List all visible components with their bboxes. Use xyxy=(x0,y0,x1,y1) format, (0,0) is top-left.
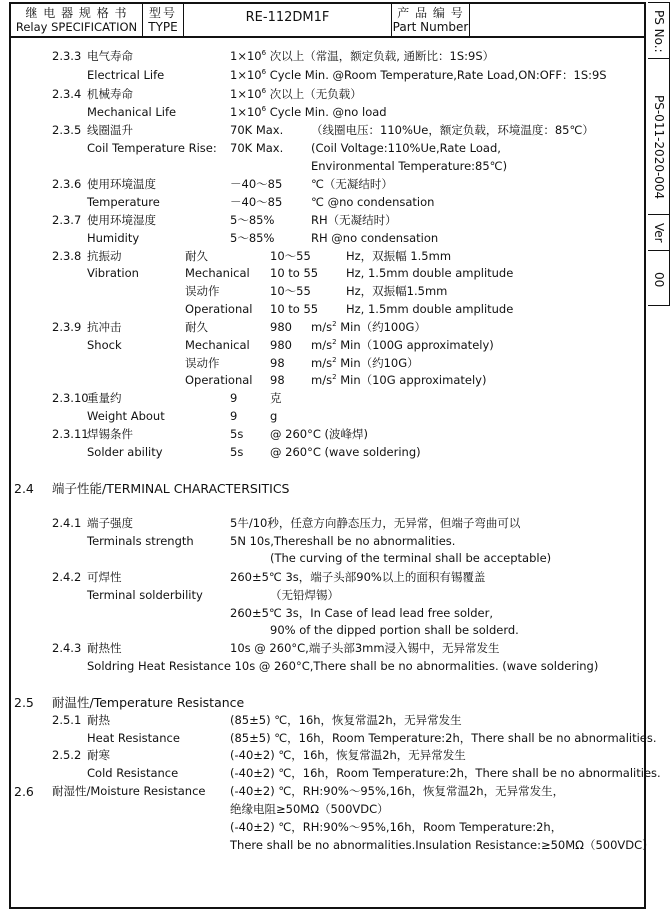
spec-line-text: 1×10 xyxy=(230,105,262,119)
side-divider-3 xyxy=(648,250,670,251)
spec-line: 使用环境温度 xyxy=(87,177,156,191)
spec-line: 2.4.2 xyxy=(52,570,82,584)
spec-line: 5～85% xyxy=(230,213,275,227)
spec-line: 耐温性/Temperature Resistance xyxy=(52,695,245,710)
spec-line xyxy=(311,373,486,387)
spec-line: There shall be no abnormalities.Insulation Resistance:≥50MΩ（500VDC） xyxy=(230,838,654,852)
spec-line: 误动作 xyxy=(185,356,220,370)
spec-line: 耐湿性/Moisture Resistance xyxy=(52,784,206,798)
spec-line: Hz，双振幅 1.5mm xyxy=(346,249,452,263)
spec-line: －40～85 xyxy=(230,177,283,191)
spec-line: 2.3.5 xyxy=(52,123,82,137)
spec-line-text: 次以上（无负载） xyxy=(266,87,362,101)
spec-line-text: 次以上（常温，额定负载, 通断比：1S:9S） xyxy=(266,49,495,63)
spec-line: 端子性能/TERMINAL CHARACTERSITICS xyxy=(52,481,290,496)
spec-line: 2.3.11 xyxy=(52,427,89,441)
spec-line: Cold Resistance xyxy=(87,766,179,780)
spec-line: Mechanical xyxy=(185,266,250,280)
spec-line: 9 xyxy=(230,409,238,423)
spec-line: Mechanical Life xyxy=(87,105,177,119)
spec-line: (The curving of the terminal shall be acceptable) xyxy=(270,551,552,565)
spec-line: Operational xyxy=(185,373,253,387)
spec-line: Hz，双振幅1.5mm xyxy=(346,284,448,298)
spec-line: (85±5) ℃，16h，恢复常温2h，无异常发生 xyxy=(230,713,462,727)
spec-line: 2.3.9 xyxy=(52,320,82,334)
side-divider-2 xyxy=(648,214,670,215)
spec-line: g xyxy=(270,409,278,423)
spec-line: 机械寿命 xyxy=(87,87,133,101)
spec-line: 2.3.3 xyxy=(52,49,82,63)
spec-line: ℃（无凝结时） xyxy=(311,177,393,191)
spec-line-text: m/s xyxy=(311,356,333,370)
spec-line: 电气寿命 xyxy=(87,49,133,63)
spec-line: 2.4.3 xyxy=(52,641,82,655)
spec-line: Temperature xyxy=(87,195,160,209)
spec-line: 端子强度 xyxy=(87,516,133,530)
spec-line: 抗振动 xyxy=(87,249,122,263)
spec-line xyxy=(230,105,387,119)
spec-line-text: Cycle Min. @Room Temperature,Rate Load,ON:OFF：1S:9S xyxy=(266,68,607,82)
spec-line: 线圈温升 xyxy=(87,123,133,137)
spec-line: Operational xyxy=(185,302,253,316)
spec-line: Terminal solderbility xyxy=(87,588,203,602)
spec-line: 5s xyxy=(230,427,244,441)
spec-line-text: 1×10 xyxy=(230,68,262,82)
spec-line: Weight About xyxy=(87,409,165,423)
spec-line: (-40±2) ℃，16h，Room Temperature:2h，There shall be no abnormalities. xyxy=(230,766,661,780)
spec-line: 9 xyxy=(230,391,238,405)
spec-title-cn: 继 电 器 规 格 书 xyxy=(25,6,128,20)
spec-line: (Coil Voltage:110%Ue,Rate Load, xyxy=(311,141,501,155)
spec-line: 70K Max. xyxy=(230,123,284,137)
spec-line xyxy=(311,338,494,352)
side-divider-1 xyxy=(648,58,670,59)
spec-line: 2.5.1 xyxy=(52,713,82,727)
superscript: 2 xyxy=(332,373,337,381)
spec-line-text: 1×10 xyxy=(230,49,262,63)
spec-line: Hz, 1.5mm double amplitude xyxy=(346,302,514,316)
spec-line: 98 xyxy=(270,356,285,370)
model-number: RE-112DM1F xyxy=(245,10,330,25)
spec-line: (85±5) ℃，16h，Room Temperature:2h，There shall be no abnormalities. xyxy=(230,731,657,745)
spec-line: 5s xyxy=(230,445,244,459)
spec-line: 980 xyxy=(270,320,292,334)
spec-line: 2.5.2 xyxy=(52,748,82,762)
superscript: 2 xyxy=(332,338,337,346)
ps-no-label: PS No.: xyxy=(652,9,666,53)
spec-line: 耐久 xyxy=(185,249,208,263)
header-divider-4 xyxy=(469,2,470,37)
spec-line: 2.3.8 xyxy=(52,249,82,263)
spec-line-text: 1×10 xyxy=(230,87,262,101)
spec-line: 重量约 xyxy=(87,391,122,405)
spec-line: 5～85% xyxy=(230,231,275,245)
spec-line-text: m/s xyxy=(311,338,333,352)
superscript: 6 xyxy=(261,105,267,113)
spec-line: RH（无凝结时） xyxy=(311,213,397,227)
spec-line: Humidity xyxy=(87,231,140,245)
spec-line: 耐久 xyxy=(185,320,208,334)
superscript: 6 xyxy=(261,49,267,57)
spec-line-text: m/s xyxy=(311,320,333,334)
spec-line: ℃ @no condensation xyxy=(311,195,435,209)
spec-line-text: Min（100G approximately) xyxy=(336,338,494,352)
spec-line: 70K Max. xyxy=(230,141,284,155)
superscript: 6 xyxy=(261,68,267,76)
spec-line: RH @no condensation xyxy=(311,231,439,245)
type-label-en: TYPE xyxy=(148,20,178,34)
part-label-cn: 产 品 编 号 xyxy=(397,6,464,20)
version-label: Ver xyxy=(652,223,666,243)
spec-line: @ 260°C (wave soldering) xyxy=(270,445,421,459)
spec-line: Mechanical xyxy=(185,338,250,352)
version-value: 00 xyxy=(652,272,666,288)
superscript: 2 xyxy=(332,320,337,328)
spec-line: 2.4 xyxy=(14,481,34,496)
spec-line: 焊锡条件 xyxy=(87,427,133,441)
spec-line-text: Cycle Min. @no load xyxy=(266,105,387,119)
spec-line: Soldring Heat Resistance 10s @ 260°C,There shall be no abnormalities. (wave soldering) xyxy=(87,659,599,673)
spec-line: 5牛/10秒，任意方向静态压力，无异常，但端子弯曲可以 xyxy=(230,516,521,530)
spec-line: Electrical Life xyxy=(87,68,165,82)
spec-line xyxy=(230,49,494,63)
superscript: 2 xyxy=(332,356,337,364)
spec-line: (-40±2) ℃，RH:90%～95%,16h，Room Temperature:2h， xyxy=(230,820,563,834)
spec-line: Heat Resistance xyxy=(87,731,180,745)
spec-line: 耐寒 xyxy=(87,748,110,762)
spec-line xyxy=(230,87,362,101)
spec-line: Hz, 1.5mm double amplitude xyxy=(346,266,514,280)
spec-line xyxy=(311,320,426,334)
spec-line: 耐热 xyxy=(87,713,110,727)
spec-line: 使用环境湿度 xyxy=(87,213,156,227)
spec-line: Shock xyxy=(87,338,122,352)
spec-line: 绝缘电阻≥50MΩ（500VDC） xyxy=(230,802,389,816)
ps-number: PS-011-2020-004 xyxy=(652,94,666,200)
spec-line: 10 to 55 xyxy=(270,302,319,316)
spec-line xyxy=(230,68,607,82)
spec-line: 抗冲击 xyxy=(87,320,122,334)
spec-line: 260±5℃ 3s，端子头部90%以上的面积有锡覆盖 xyxy=(230,570,486,584)
spec-line: 2.3.4 xyxy=(52,87,82,101)
spec-line: 10～55 xyxy=(270,249,311,263)
spec-line: 5N 10s,Thereshall be no abnormalities. xyxy=(230,534,456,548)
spec-line-text: Min（10G approximately) xyxy=(336,373,487,387)
spec-line: 980 xyxy=(270,338,292,352)
type-label-cn: 型号 xyxy=(148,6,177,20)
spec-line: Coil Temperature Rise: xyxy=(87,141,217,155)
spec-title-en: Relay SPECIFICATION xyxy=(15,20,138,34)
header-divider xyxy=(9,36,646,38)
spec-line: 98 xyxy=(270,373,285,387)
spec-line-text: m/s xyxy=(311,373,333,387)
spec-line: （无铅焊锡） xyxy=(270,588,339,602)
part-label-en: Part Number xyxy=(392,20,469,34)
spec-line: (-40±2) ℃，RH:90%～95%,16h，恢复常温2h，无异常发生， xyxy=(230,784,565,798)
spec-line-text: Min（约100G） xyxy=(336,320,426,334)
spec-line: (-40±2) ℃，16h，恢复常温2h，无异常发生 xyxy=(230,748,466,762)
spec-line: @ 260°C (波峰焊) xyxy=(270,427,369,441)
spec-line: 2.4.1 xyxy=(52,516,82,530)
spec-line: （线圈电压：110%Ue，额定负载，环境温度：85℃） xyxy=(311,123,594,137)
spec-line: 克 xyxy=(270,391,282,405)
spec-line: 90% of the dipped portion shall be solderd. xyxy=(270,623,519,637)
superscript: 6 xyxy=(261,87,267,95)
spec-line: 误动作 xyxy=(185,284,220,298)
spec-line: Vibration xyxy=(87,266,139,280)
spec-line: 2.3.10 xyxy=(52,391,89,405)
spec-line: 可焊性 xyxy=(87,570,122,584)
spec-line: 2.5 xyxy=(14,695,34,710)
spec-line: 2.3.7 xyxy=(52,213,82,227)
spec-line: 10～55 xyxy=(270,284,311,298)
spec-line-text: Min（约10G） xyxy=(336,356,419,370)
spec-line: 2.3.6 xyxy=(52,177,82,191)
spec-line: Solder ability xyxy=(87,445,163,459)
spec-line: 2.6 xyxy=(14,784,34,799)
spec-line: 260±5℃ 3s，In Case of lead lead free solder, xyxy=(230,606,494,620)
spec-line: 10 to 55 xyxy=(270,266,319,280)
spec-line: Environmental Temperature:85℃) xyxy=(311,159,508,173)
spec-line: －40～85 xyxy=(230,195,283,209)
spec-line xyxy=(311,356,419,370)
spec-line: 10s @ 260°C,端子头部3mm浸入锡中，无异常发生 xyxy=(230,641,500,655)
spec-line: Terminals strength xyxy=(87,534,194,548)
spec-line: 耐热性 xyxy=(87,641,122,655)
